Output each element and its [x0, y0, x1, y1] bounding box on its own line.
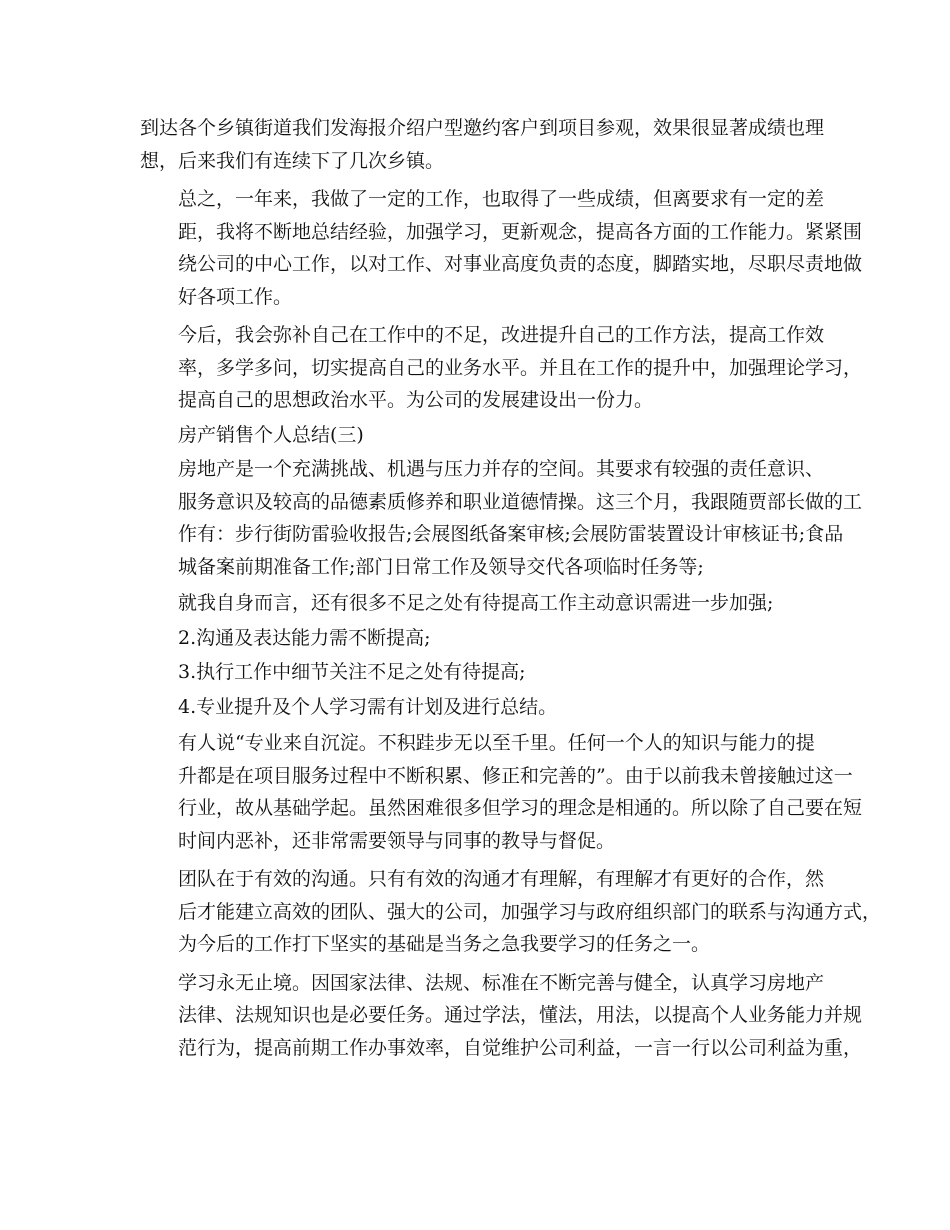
text-line: 服务意识及较高的品德素质修养和职业道德情操。这三个月，我跟随贾部长做的工: [178, 490, 863, 513]
text-line: 绕公司的中心工作，以对工作、对事业高度负责的态度，脚踏实地，尽职尽责地做: [178, 253, 863, 275]
text-line: 房地产是一个充满挑战、机遇与压力并存的空间。其要求有较强的责任意识、: [178, 458, 825, 480]
text-line: 团队在于有效的沟通。只有有效的沟通才有理解，有理解才有更好的合作，然: [178, 868, 825, 890]
text-line: 想，后来我们有连续下了几次乡镇。: [140, 149, 445, 172]
paragraph-p9: [140, 691, 818, 724]
paragraph-p10: [140, 727, 863, 857]
text-line: 4.专业提升及个人学习需有计划及进行总结。: [178, 695, 558, 718]
text-line: 距，我将不断地总结经验，加强学习，更新观念，提高各方面的工作能力。紧紧围: [178, 220, 863, 243]
text-line: 升都是在项目服务过程中不断积累、修正和完善的”。由于以前我未曾接触过这一: [178, 764, 853, 787]
text-line: 时间内恶补，还非常需要领导与同事的教导与督促。: [178, 829, 616, 852]
text-line: 好各项工作。: [178, 285, 293, 308]
text-line: 就我自身而言，还有很多不足之处有待提高工作主动意识需进一步加强;: [178, 592, 774, 614]
paragraph-p5: [140, 453, 863, 583]
text-line: 有人说“专业来自沉淀。不积跬步无以至千里。任何一个人的知识与能力的提: [178, 732, 815, 754]
text-line: 3.执行工作中细节关注不足之处有待提高;: [178, 661, 526, 683]
paragraph-p8: [140, 656, 818, 689]
paragraph-p6: [140, 587, 818, 620]
text-line: 作有：步行街防雷验收报告;会展图纸备案审核;会展防雷装置设计审核证书;食品: [178, 523, 844, 545]
paragraph-p2: [140, 183, 863, 313]
paragraph-p11: [140, 863, 882, 961]
text-line: 今后，我会弥补自己在工作中的不足，改进提升自己的工作方法，提高工作效: [178, 324, 825, 346]
text-line: 法律、法规知识也是必要任务。通过学法，懂法，用法，以提高个人业务能力并规: [178, 1004, 863, 1026]
text-line: 为今后的工作打下坚实的基础是当务之急我要学习的任务之一。: [178, 933, 711, 955]
text-line: 提高自己的思想政治水平。为公司的发展建设出一份力。: [178, 389, 654, 411]
text-line: 城备案前期准备工作;部门日常工作及领导交代各项临时任务等;: [178, 555, 704, 578]
paragraph-p12: [140, 967, 863, 1065]
paragraph-p3: [140, 319, 863, 417]
text-line: 到达各个乡镇街道我们发海报介绍户型邀约客户到项目参观，效果很显著成绩也理: [140, 117, 825, 139]
text-line: 总之，一年来，我做了一定的工作，也取得了一些成绩，但离要求有一定的差: [178, 188, 825, 210]
text-line: 2.沟通及表达能力需不断提高;: [178, 626, 431, 649]
paragraph-p7: [140, 622, 818, 655]
document-body: [140, 112, 882, 1064]
text-line: 范行为，提高前期工作办事效率，自觉维护公司利益，一言一行以公司利益为重，: [178, 1036, 863, 1059]
text-line: 房产销售个人总结(三): [178, 423, 364, 446]
paragraph-p4: [140, 419, 818, 452]
paragraph-p1: [140, 112, 825, 177]
text-line: 率，多学多问，切实提高自己的业务水平。并且在工作的提升中，加强理论学习，: [178, 356, 863, 379]
text-line: 后才能建立高效的团队、强大的公司，加强学习与政府组织部门的联系与沟通方式，: [178, 900, 882, 923]
text-line: 行业，故从基础学起。虽然困难很多但学习的理念是相通的。所以除了自己要在短: [178, 797, 863, 819]
text-line: 学习永无止境。因国家法律、法规、标准在不断完善与健全，认真学习房地产: [178, 971, 825, 994]
